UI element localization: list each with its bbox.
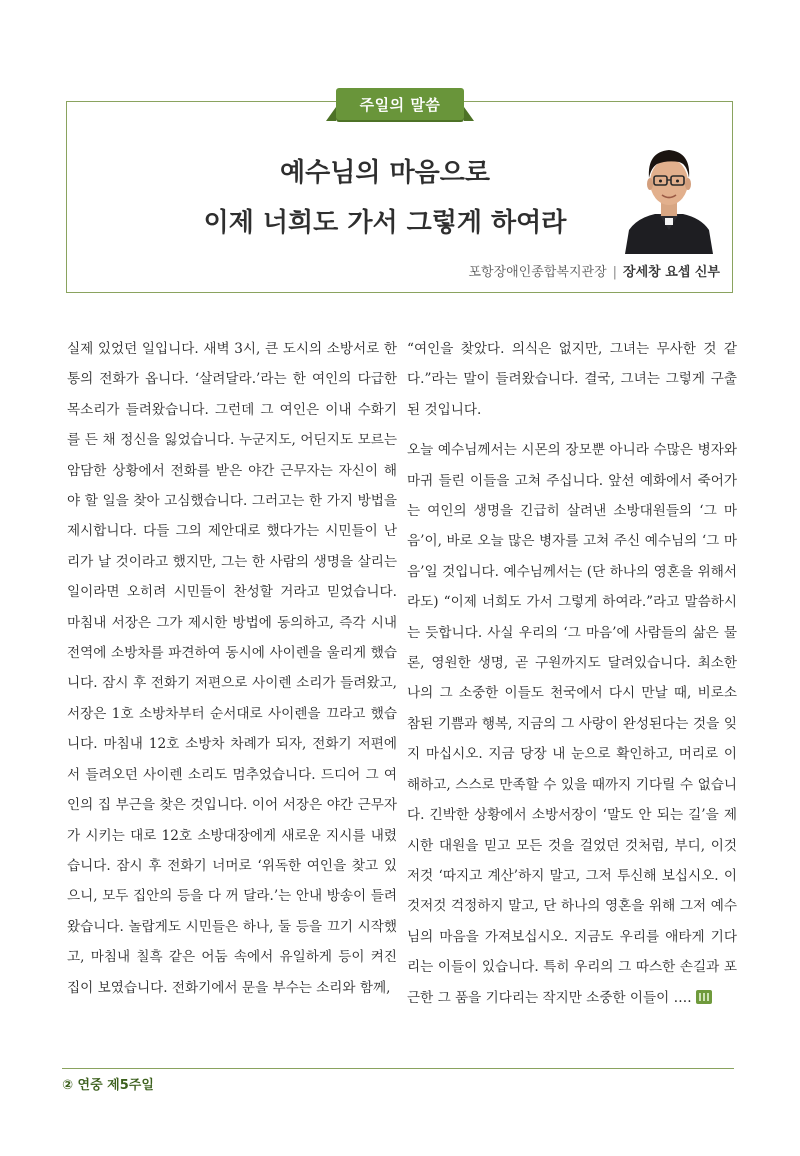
author-portrait <box>623 138 715 254</box>
article-paragraph-text: 오늘 예수님께서는 시몬의 장모뿐 아니라 수많은 병자와 마귀 들린 이들을 고쳐 주십니다. 앞선 예화에서 죽어가는 여인의 생명을 긴급히 살려낸 소방대원들의 ‘그 마음’이, 바로 오늘 많은 병자를 고쳐 주신 예수님의 ‘그 마음’일 것입니다. 예수님께서는 (단 하나의 영혼을 위해서라도) “이제 너희도 가서 그렇게 하여라.”라고 말씀하시는 듯합니다. 사실 우리의 ‘그 마음’에 사람들의 삶은 물론, 영원한 생명, 곧 구원까지도 달려있습니다. 최소한 나의 그 소중한 이들도 천국에서 다시 만날 때, 비로소 참된 기쁨과 행복, 지금의 그 사랑이 완성된다는 것을 잊지 마십시오. 지금 당장 내 눈으로 확인하고, 머리로 이해하고, 스스로 만족할 수 있을 때까지 기다릴 수 없습니다. 긴박한 상황에서 소방서장이 ‘말도 안 되는 길’을 제시한 대원을 믿고 모든 것을 걸었던 것처럼, 부디, 이것저것 ‘따지고 계산’하지 말고, 그저 투신해 보십시오. 이것저것 걱정하지 말고, 단 하나의 영혼을 위해 그저 예수님의 마음을 가져보십시오. 지금도 우리를 애타게 기다리는 이들이 있습니다. 특히 우리의 그 따스한 손길과 포근한 그 품을 기다리는 작지만 소중한 이들이 …. <box>407 442 737 1006</box>
article-column-right <box>407 334 737 1013</box>
section-tab: 주일의 말씀 <box>336 88 464 120</box>
article-paragraph: 실제 있었던 일입니다. 새벽 3시, 큰 도시의 소방서로 한 통의 전화가 옵니다. ‘살려달라.’라는 한 여인의 다급한 목소리가 들려왔습니다. 그런데 그 여인은 이내 수화기를 든 채 정신을 잃었습니다. 누군지도, 어딘지도 모르는 암담한 상황에서 전화를 받은 야간 근무자는 자신이 해야 할 일을 찾아 고심했습니다. 그러고는 한 가지 방법을 제시합니다. 다들 그의 제안대로 했다가는 시민들이 난리가 날 것이라고 했지만, 그는 한 사람의 생명을 살리는 일이라면 오히려 시민들이 찬성할 거라고 믿었습니다. 마침내 서장은 그가 제시한 방법에 동의하고, 즉각 시내 전역에 소방차를 파견하여 동시에 사이렌을 울리게 했습니다. 잠시 후 전화기 저편으로 사이렌 소리가 들려왔고, 서장은 1호 소방차부터 순서대로 사이렌을 끄라고 했습니다. 마침내 12호 소방차 차례가 되자, 전화기 저편에서 들려오던 사이렌 소리도 멈추었습니다. 드디어 그 여인의 집 부근을 찾은 것입니다. 이어 서장은 야간 근무자가 시키는 대로 12호 소방대장에게 새로운 지시를 내렸습니다. 잠시 후 전화기 너머로 ‘위독한 여인을 찾고 있으니, 모두 집안의 등을 다 꺼 달라.’는 안내 방송이 들려왔습니다. 놀랍게도 시민들은 하나, 둘 등을 끄기 시작했고, 마침내 칠흑 같은 어둠 속에서 유일하게 등이 켜진 집이 보였습니다. 전화기에서 문을 부수는 소리와 함께, <box>67 341 397 996</box>
author-name: 장세창 요셉 신부 <box>623 265 720 280</box>
article-paragraph: “여인을 찾았다. 의식은 없지만, 그녀는 무사한 것 같다.”라는 말이 들려왔습니다. 결국, 그녀는 그렇게 구출된 것입니다. <box>407 341 738 418</box>
author-photo-illustration <box>623 138 715 254</box>
author-byline <box>469 261 721 280</box>
byline-separator: | <box>612 265 618 280</box>
end-mark-icon <box>696 990 712 1004</box>
article-column-left <box>67 334 397 1003</box>
page-footer-label: ② 연중 제5주일 <box>62 1078 154 1093</box>
page-title <box>150 148 620 248</box>
footer-divider <box>62 1068 734 1069</box>
article-paragraph-final <box>407 435 737 1013</box>
title-line-2: 이제 너희도 가서 그렇게 하여라 <box>203 208 567 238</box>
author-organization: 포항장애인종합복지관장 <box>468 265 607 280</box>
title-line-1: 예수님의 마음으로 <box>280 158 490 188</box>
